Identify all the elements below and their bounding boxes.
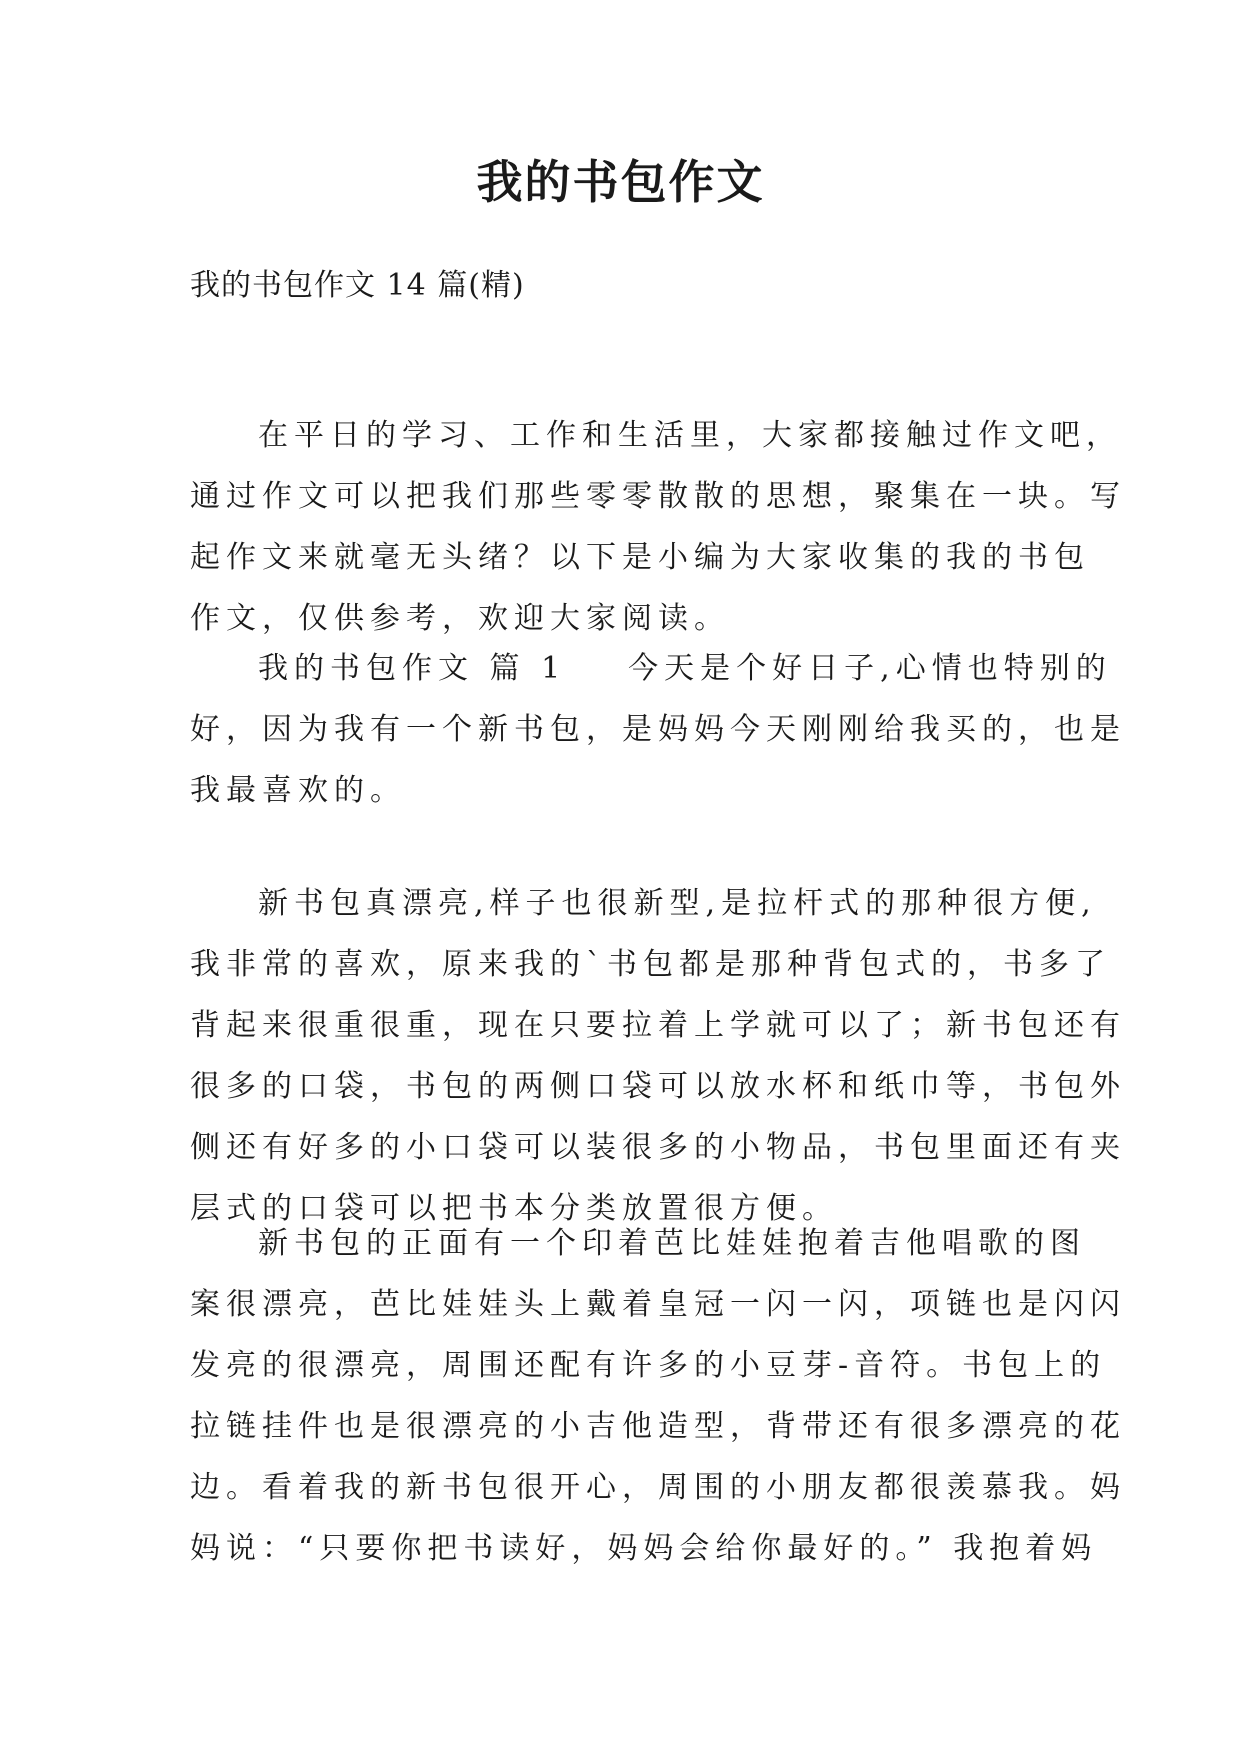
bag-description-paragraph-1 [190,873,1126,1239]
essay-1-paragraph [190,638,1126,821]
paragraph-line: 很多的口袋，书包的两侧口袋可以放水杯和纸巾等，书包外 [190,1069,1126,1104]
paragraph-line: 新书包的正面有一个印着芭比娃娃抱着吉他唱歌的图 [258,1226,1086,1261]
paragraph-line: 新书包真漂亮,样子也很新型,是拉杆式的那种很方便, [258,886,1097,921]
paragraph-line: 层式的口袋可以把书本分类放置很方便。 [190,1191,838,1226]
paragraph-line: 妈说：“只要你把书读好，妈妈会给你最好的。” 我抱着妈 [190,1531,1098,1566]
essay-1-first-line [190,638,1112,699]
intro-paragraph [190,405,1126,649]
paragraph-line: 在平日的学习、工作和生活里，大家都接触过作文吧， [258,418,1122,453]
paragraph-line: 案很漂亮，芭比娃娃头上戴着皇冠一闪一闪，项链也是闪闪 [190,1287,1126,1322]
paragraph-line: 通过作文可以把我们那些零零散散的思想，聚集在一块。写 [190,479,1126,514]
paragraph-line: 我最喜欢的。 [190,773,406,808]
paragraph-line: 边。看着我的新书包很开心，周围的小朋友都很羡慕我。妈 [190,1470,1126,1505]
paragraph-line: 拉链挂件也是很漂亮的小吉他造型，背带还有很多漂亮的花 [190,1409,1126,1444]
document-subtitle: 我的书包作文 14 篇(精) [190,268,525,303]
bag-description-paragraph-2 [190,1213,1126,1579]
document-title: 我的书包作文 [476,155,765,209]
paragraph-line: 我非常的喜欢，原来我的`书包都是那种背包式的，书多了 [190,947,1111,982]
paragraph-line: 背起来很重很重，现在只要拉着上学就可以了；新书包还有 [190,1008,1126,1043]
paragraph-line: 侧还有好多的小口袋可以装很多的小物品，书包里面还有夹 [190,1130,1126,1165]
paragraph-line: 作文，仅供参考，欢迎大家阅读。 [190,601,730,636]
paragraph-line: 今天是个好日子,心情也特别的 [628,651,1112,686]
paragraph-line: 起作文来就毫无头绪？以下是小编为大家收集的我的书包 [190,540,1090,575]
essay-1-heading: 我的书包作文 篇 1 [258,651,567,686]
paragraph-line: 好，因为我有一个新书包，是妈妈今天刚刚给我买的，也是 [190,712,1126,747]
paragraph-line: 发亮的很漂亮，周围还配有许多的小豆芽-音符。书包上的 [190,1348,1107,1383]
